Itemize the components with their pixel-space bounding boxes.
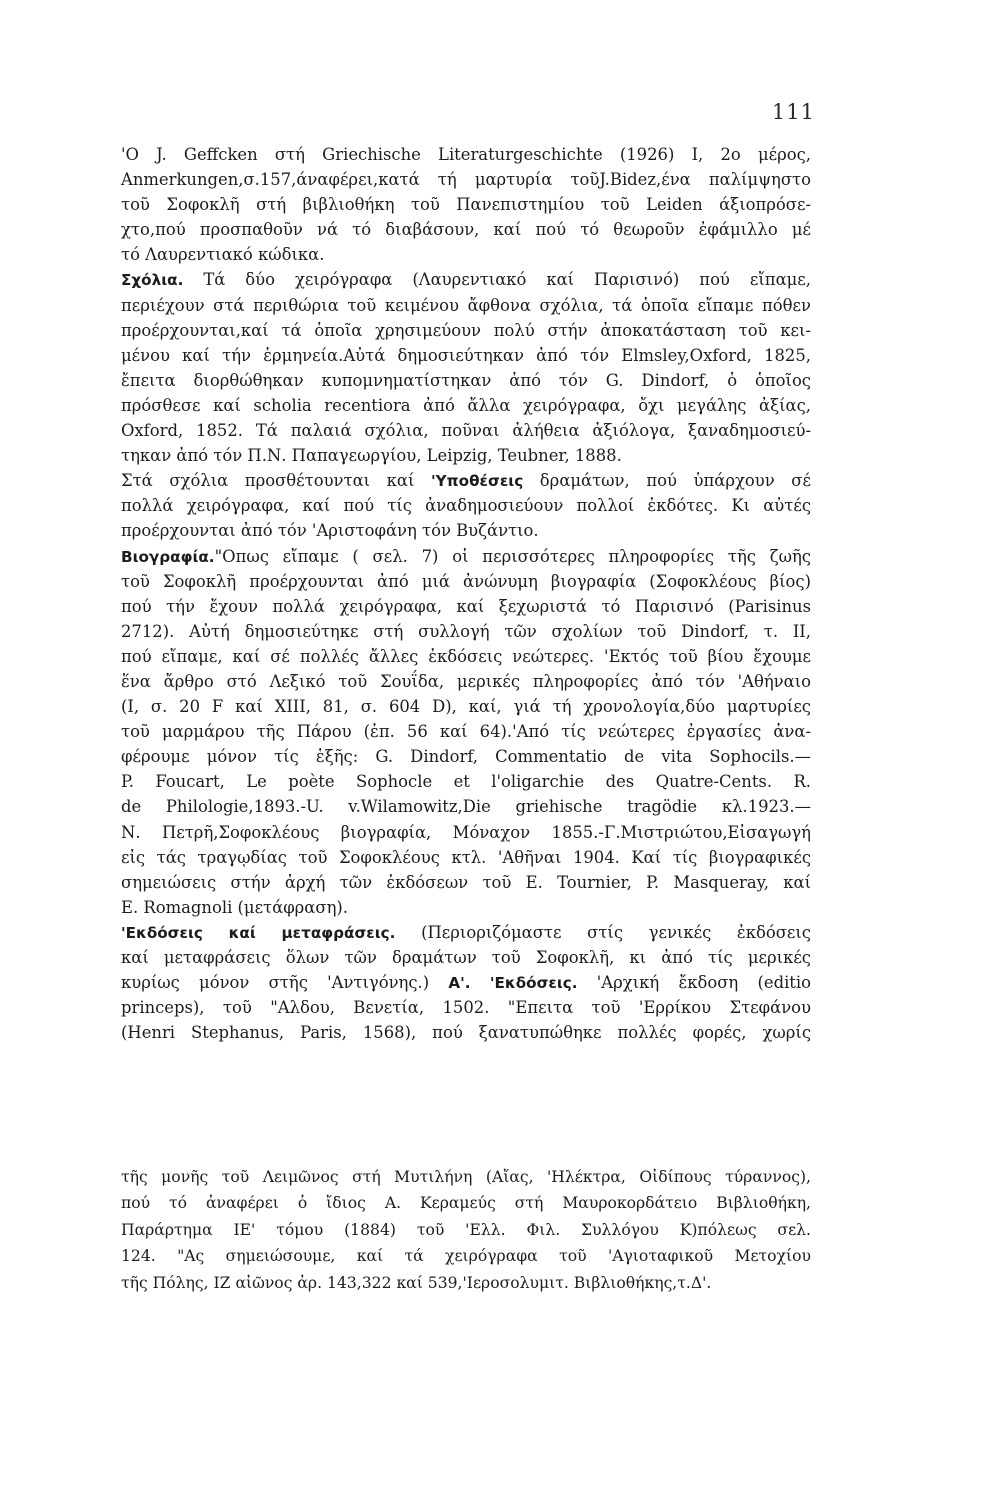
text-line bbox=[121, 192, 811, 217]
line-text: (I, σ. 20 F καί XIII, 81, σ. 604 D), καί, γιά τή χρονολογία,δύο μαρτυρίες bbox=[121, 697, 811, 717]
line-text: πολλά χειρόγραφα, καί πού τίς ἀναδημοσιεύουν πολλοί ἐκδότες. Κι αὐτές bbox=[121, 496, 811, 516]
footnote-line: Παράρτημα ΙΕ' τόμου (1884) τοῦ 'Ελλ. Φιλ. Συλλόγου Κ)πόλεως σελ. bbox=[121, 1220, 811, 1239]
text-line bbox=[121, 242, 811, 267]
text-line bbox=[121, 820, 811, 845]
text-line bbox=[121, 594, 811, 619]
line-text: de Philologie,1893.-U. v.Wilamowitz,Die griehische tragödie κλ.1923.— bbox=[121, 797, 811, 817]
text-line bbox=[121, 895, 811, 920]
main-text-block bbox=[121, 142, 811, 1045]
line-text: 'Αρχική ἔκδοση (editio bbox=[577, 973, 812, 993]
line-text: πού τήν ἔχουν πολλά χειρόγραφα, καί ξεχωριστά τό Παρισινό (Parisinus bbox=[121, 596, 811, 616]
line-text: P. Foucart, Le poète Sophocle et l'oligarchie des Quatre-Cents. R. bbox=[121, 772, 811, 792]
line-text: κυρίως μόνον στῆς 'Αντιγόνης.) bbox=[121, 973, 449, 993]
line-text: προέρχουνται ἀπό τόν 'Αριστοφάνη τόν Βυζάντιο. bbox=[121, 521, 539, 541]
text-line bbox=[121, 870, 811, 895]
text-line bbox=[121, 1020, 811, 1045]
line-text: τηκαν ἀπό τόν Π.Ν. Παπαγεωργίου, Leipzig, Teubner, 1888. bbox=[121, 446, 622, 466]
text-line bbox=[121, 719, 811, 744]
text-line bbox=[121, 142, 811, 167]
text-line bbox=[121, 744, 811, 769]
text-line bbox=[121, 318, 811, 343]
text-line bbox=[121, 544, 811, 569]
section-heading: 'Υποθέσεις bbox=[431, 472, 524, 491]
line-text: princeps), τοῦ "Αλδου, Βενετία, 1502. "Επειτα τοῦ 'Ερρίκου Στεφάνου bbox=[121, 998, 811, 1018]
section-heading: 'Εκδόσεις καί μεταφράσεις. bbox=[121, 923, 396, 942]
text-line bbox=[121, 694, 811, 719]
text-line bbox=[121, 217, 811, 242]
line-text: μένου καί τήν ἑρμηνεία.Αὐτά δημοσιεύτηκαν ἀπό τόν Elmsley,Oxford, 1825, bbox=[121, 345, 811, 365]
text-line bbox=[121, 945, 811, 970]
line-text: τοῦ Σοφοκλῆ προέρχουνται ἀπό μιά ἀνώνυμη βιογραφία (Σοφοκλέους βίος) bbox=[121, 571, 811, 591]
line-text: τοῦ Σοφοκλῆ στή βιβλιοθήκη τοῦ Πανεπιστημίου τοῦ Leiden άξιοπρόσε- bbox=[121, 195, 811, 215]
text-line bbox=[121, 644, 811, 669]
line-text: σημειώσεις στήν ἀρχή τῶν ἐκδόσεων τοῦ E. Tournier, P. Masqueray, καί bbox=[121, 872, 811, 892]
line-text: εἰς τάς τραγῳδίας τοῦ Σοφοκλέους κτλ. 'Αθῆναι 1904. Καί τίς βιογραφικές bbox=[121, 847, 811, 867]
line-text: Ν. Πετρῆ,Σοφοκλέους βιογραφία, Μόναχον 1855.-Γ.Μιστριώτου,Εἰσαγωγή bbox=[121, 822, 811, 842]
line-text: Τά δύο χειρόγραφα (Λαυρεντιακό καί Παρισινό) πού εἴπαμε, bbox=[183, 270, 811, 290]
text-line bbox=[121, 418, 811, 443]
line-text: καί μεταφράσεις ὅλων τῶν δραμάτων τοῦ Σοφοκλῆ, κι ἀπό τίς μερικές bbox=[121, 948, 811, 967]
footnote-line: πού τό ἀναφέρει ὁ ἴδιος Α. Κεραμεύς στή Μαυροκορδάτειο Βιβλιοθήκη, bbox=[121, 1194, 811, 1213]
line-text: τό Λαυρεντιακό κώδικα. bbox=[121, 245, 325, 265]
line-text: (Περιοριζόμαστε στίς γενικές ἐκδόσεις bbox=[395, 922, 811, 942]
text-line bbox=[121, 468, 811, 493]
text-line bbox=[121, 619, 811, 644]
text-line bbox=[121, 167, 811, 192]
line-text: Oxford, 1852. Τά παλαιά σχόλια, ποῦναι ἀλήθεια ἀξιόλογα, ξαναδημοσιεύ- bbox=[121, 421, 811, 441]
text-line bbox=[121, 669, 811, 694]
line-text: χτο,πού προσπαθοῦν νά τό διαβάσουν, καί πού τό θεωροῦν ἐφάμιλλο μέ bbox=[121, 220, 811, 240]
footnote-block bbox=[121, 1164, 811, 1296]
line-text: δραμάτων, πού ὑπάρχουν σέ bbox=[523, 471, 811, 491]
line-text: προέρχουνται,καί τά ὁποῖα χρησιμεύουν πολύ στήν ἀποκατάσταση τοῦ κει- bbox=[121, 320, 811, 340]
line-text: φέρουμε μόνον τίς ἑξῆς: G. Dindorf, Commentatio de vita Sophocils.— bbox=[121, 747, 811, 767]
section-heading: Σχόλια. bbox=[121, 271, 184, 290]
section-heading: Βιογραφία. bbox=[121, 547, 215, 566]
text-line bbox=[121, 569, 811, 594]
text-line bbox=[121, 493, 811, 518]
line-text: Anmerkungen,σ.157,άναφέρει,κατά τή μαρτυρία τοῦJ.Bidez,ένα παλίμψηστο bbox=[121, 170, 811, 190]
line-text: περιέχουν στά περιθώρια τοῦ κειμένου ἄφθονα σχόλια, τά ὁποῖα εἴπαμε πόθεν bbox=[121, 295, 811, 315]
line-text: πρόσθεσε καί scholia recentiora ἀπό ἄλλα χειρόγραφα, ὄχι μεγάλης ἀξίας, bbox=[121, 395, 811, 415]
line-text: "Οπως εἴπαμε ( σελ. 7) οἱ περισσότερες πληροφορίες τῆς ζωῆς bbox=[214, 546, 811, 566]
line-text: ἔπειτα διορθώθηκαν κυπομνηματίστηκαν ἀπό τόν G. Dindorf, ὁ ὁποῖος bbox=[121, 370, 811, 390]
line-text: 'O J. Geffcken στή Griechische Literaturgeschichte (1926) I, 2ο μέρος, bbox=[121, 145, 811, 164]
page-number: 111 bbox=[771, 100, 815, 124]
line-text: (Henri Stephanus, Paris, 1568), πού ξανατυπώθηκε πολλές φορές, χωρίς bbox=[121, 1023, 811, 1043]
text-line bbox=[121, 443, 811, 468]
footnote-line: τῆς Πόλης, ΙΖ αἰῶνος ἀρ. 143,322 καί 539,'Ιεροσολυμιτ. Βιβλιοθήκης,τ.Δ'. bbox=[121, 1273, 712, 1292]
line-text: ἕνα ἄρθρο στό Λεξικό τοῦ Σουΐδα, μερικές πληροφορίες ἀπό τόν 'Αθήναιο bbox=[121, 671, 811, 691]
text-line bbox=[121, 293, 811, 318]
text-line bbox=[121, 995, 811, 1020]
line-text: τοῦ μαρμάρου τῆς Πάρου (ἐπ. 56 καί 64).'Από τίς νεώτερες ἐργασίες ἀνα- bbox=[121, 722, 811, 742]
text-line bbox=[121, 343, 811, 368]
footnote-line: τῆς μονῆς τοῦ Λειμῶνος στή Μυτιλήνη (Αἴας, 'Ηλέκτρα, Οἰδίπους τύραννος), bbox=[121, 1168, 811, 1186]
text-line bbox=[121, 267, 811, 292]
text-line bbox=[121, 393, 811, 418]
footnote-line: 124. "Ας σημειώσουμε, καί τά χειρόγραφα τοῦ 'Αγιοταφικοῦ Μετοχίου bbox=[121, 1247, 811, 1266]
text-line bbox=[121, 970, 811, 995]
section-heading: Α'. 'Εκδόσεις. bbox=[448, 974, 578, 993]
text-line bbox=[121, 769, 811, 794]
text-line bbox=[121, 518, 811, 543]
line-text: 2712). Αὐτή δημοσιεύτηκε στή συλλογή τῶν σχολίων τοῦ Dindorf, τ. II, bbox=[121, 621, 811, 641]
text-line bbox=[121, 920, 811, 945]
line-text: Στά σχόλια προσθέτουνται καί bbox=[121, 471, 432, 491]
text-line bbox=[121, 368, 811, 393]
line-text: πού εἴπαμε, καί σέ πολλές ἄλλες ἐκδόσεις νεώτερες. 'Εκτός τοῦ βίου ἔχουμε bbox=[121, 646, 811, 666]
text-line bbox=[121, 794, 811, 819]
text-line bbox=[121, 845, 811, 870]
line-text: E. Romagnoli (μετάφραση). bbox=[121, 897, 348, 917]
